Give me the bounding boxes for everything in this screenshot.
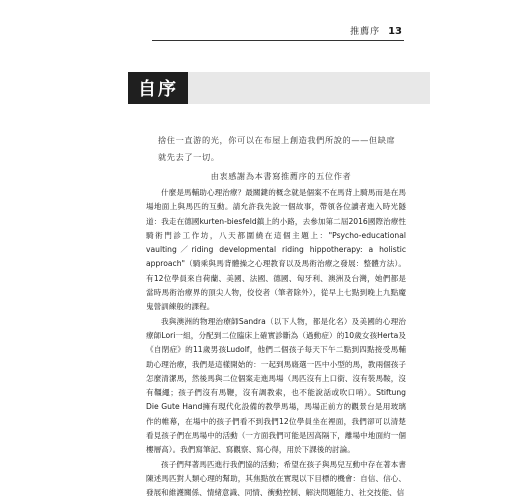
- paragraph: 什麼是馬輔助心理治療？最關鍵的概念就是個案不在馬背上騎馬而是在馬場地面上與馬匹的互動。請允許我先說一個故事，帶領各位讀者進入時光隧道：我走在德國kurten-biesfeld鎮上的小路，去參加第二屆2016國際治療性騎術門診工作坊，八天都圍繞在這個主題上："Psycho-educational vaulting／riding developmental riding hippotherapy: a holistic approach"（騎乘與馬背體操之心理教育以及馬術治療之發展：整體方法）。有12位學員來自荷蘭、美國、法國、德國、匈牙利、澳洲及台灣，她們都是當時馬術治療界的頂尖人物，佼佼者（筆者除外），從早上七點到晚上九點魔鬼營訓練般的課程。: [146, 188, 406, 312]
- header-section-title: 推薦序: [350, 27, 381, 37]
- body-text: [146, 186, 406, 501]
- epigraph-quote: 捨住一直游的光，你可以在布屋上創造我們所說的——但缺席就先去了一切。: [158, 135, 396, 162]
- header-rule: [152, 40, 404, 41]
- running-header: [350, 24, 402, 37]
- epigraph-signature: 由衷感謝為本書寫推薦序的五位作者: [210, 171, 352, 181]
- epigraph: [158, 132, 404, 185]
- paragraph: 我與澳洲的物理治療師Sandra（以下人物，都是化名）及美國的心理治療師Lori一組，分配到二位臨床上確實診斷為（過動症）的10歲女孩Herta及《自閉症》的11歲男孩Ludolf，他們二個孩子每天下午二點到四點接受馬輔助心理治療，我們是這樣開始的：一起到馬廄選一匹中小型的馬，教兩個孩子怎麼清潔馬，然後馬與二位個案走進馬場（馬匹沒有上口銜、沒有裝馬鞍，沒有韁繩；孩子們沒有馬鞭，沒有調教索，也不能說話或吹口哨）。Stiftung Die Gute Hand擁有現代化設備的教學馬場，馬場正前方的觀景台是用玻璃作的帷幕，在場中的孩子們看不到我們12位學員坐在裡面，我們卻可以清楚看見孩子們在馬場中的活動（一方面我們可能是因高隔下，離場中地面約一個樓層高）。我們寫筆記、寫觀察、寫心得，用於下課後的討論。: [146, 316, 406, 455]
- page-number: 13: [388, 26, 402, 37]
- paragraph: 孩子們拜著馬匹進行我們協的活動；希望在孩子與馬兒互動中存在著本書陳述馬匹對人類心理的幫助，其焦點放在實現以下目標的機會：自信、信心、發展和維護關係、情緒意識、同情、衝動控制、解決問題能力、社交技能、信: [146, 459, 406, 498]
- chapter-title: 自序: [128, 72, 188, 104]
